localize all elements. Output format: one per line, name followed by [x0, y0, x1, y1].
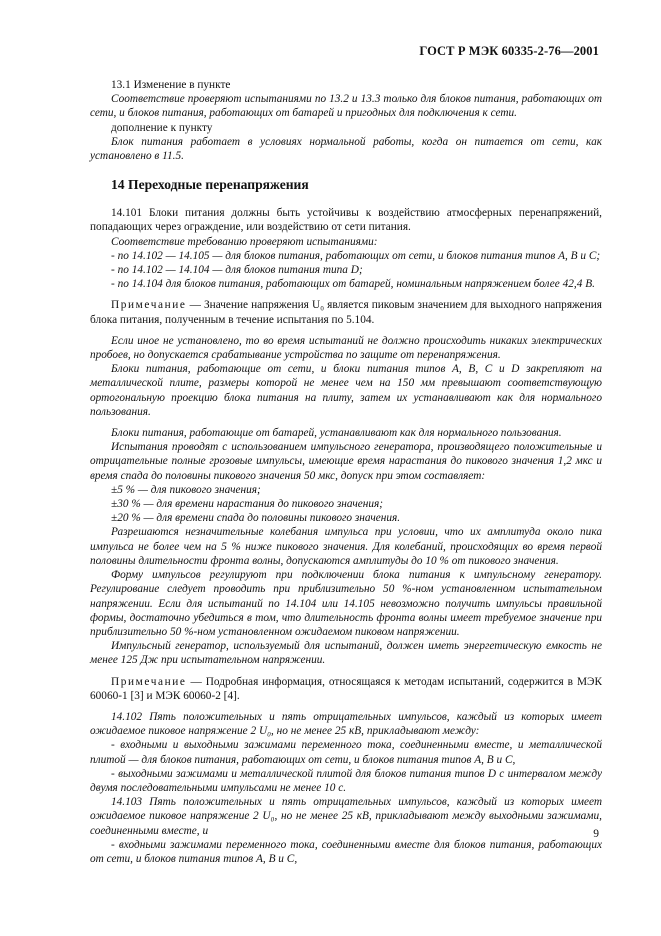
mounting-text: Блоки питания, работающие от сети, и блоки питания типов А, В, С и D закрепляют на металлической плите, размеры которой не менее чем на 150 мм превышают соответствующую ортогональную проекцию блока питания на плиту, затем их устанавливают как для нормального пользования. [90, 363, 602, 418]
test-list-item: - выходными зажимами и металлической плитой для блоков питания типов D с интервалом между двумя последовательными импульсами не менее 10 с. [90, 767, 602, 794]
breakdown-text: Если иное не установлено, то во время испытаний не должно происходить никаких электрических пробоев, но допускается срабатывание устройства по защите от перенапряжения. [90, 334, 602, 362]
generator-energy-text: Импульсный генератор, используемый для испытаний, должен иметь энергетическую емкость не менее 125 Дж при испытательном напряжении. [90, 640, 602, 667]
compliance-intro: Соответствие требованию проверяют испытаниями: [111, 235, 378, 248]
section-heading: 14 Переходные перенапряжения [111, 177, 309, 193]
test-list-item: - по 14.104 для блоков питания, работающих от батарей, номинальным напряжением более 42,4 В. [111, 278, 595, 291]
test-list-item: - входными и выходными зажимами переменного тока, соединенными вместе, и металлической плитой — для блоков питания, работающих от сети, и блоков питания типов А, В и С, [90, 739, 602, 766]
addition-label: дополнение к пункту [111, 121, 213, 134]
note [90, 675, 602, 703]
test-list-item: - по 14.102 — 14.105 — для блоков питания, работающих от сети, и блоков питания типов А, В и С; [111, 249, 601, 262]
power-supply-operation: Блок питания работает в условиях нормальной работы, когда он питается от сети, как установлено в 11.5. [90, 135, 602, 163]
note-text: — Значение напряжения U₀ является пиковым значением для выходного напряжения блока питания, полученным в течение испытания по 5.104. [90, 299, 602, 326]
page-number: 9 [593, 828, 599, 840]
note-text: — Подробная информация, относящаяся к методам испытаний, содержится в МЭК 60060-1 [3] и МЭК 60060-2 [4]. [90, 675, 602, 702]
pulse-shape-text: Форму импульсов регулируют при подключении блока питания к импульсному генератору. Регулирование следует проводить при приблизительно 50 %-ном установленном испытательном напряжении. Если для испытаний по 14.104 или 14.105 невозможно получить импульсы правильной формы, достаточно убедиться в том, что длительность фронта волны имеет требуемое значение при приблизительно 50 %-ном установленном ожидаемом пиковом напряжении. [90, 569, 602, 638]
tolerance-item: ±5 % — для пикового значения; [111, 483, 261, 496]
generator-text: Испытания проводят с использованием импульсного генератора, производящего положительные и отрицательные полные грозовые импульсы, имеющие время нарастания до пикового значения 1,2 мкс и время спада до половины пикового значения 50 мкс, допуск при этом составляет: [90, 441, 602, 482]
compliance-text: Соответствие проверяют испытаниями по 13.2 и 13.3 только для блоков питания, работающих от сети, и блоков питания, работающих от батарей и пригодных для подключения к сети. [90, 93, 602, 120]
clause-13-1: 13.1 Изменение в пункте [111, 79, 231, 91]
test-list-item: - входными зажимами переменного тока, соединенными вместе для блоков питания, работающих от сети, и блоков питания типов А, В и С, [90, 838, 602, 865]
clause-14-102: 14.102 Пять положительных и пять отрицательных импульсов, каждый из которых имеет ожидаемое пиковое напряжение 2 U₀, но не менее 25 кВ, прикладывают между: [90, 710, 602, 738]
note [90, 298, 602, 326]
clause-14-103: 14.103 Пять положительных и пять отрицательных импульсов, каждый из которых имеет ожидаемое пиковое напряжение 2 U₀, но не менее 25 кВ, прикладывают между выходными зажимами, соединенными вместе, и [90, 796, 602, 837]
note-label: Примечание [111, 675, 187, 688]
note-label: Примечание [111, 299, 187, 312]
tolerance-item: ±30 % — для времени нарастания до пикового значения; [111, 498, 384, 511]
test-list-item: - по 14.102 — 14.104 — для блоков питания типа D; [111, 264, 363, 277]
battery-mounting-text: Блоки питания, работающие от батарей, устанавливают как для нормального пользования. [111, 427, 562, 440]
oscillation-text: Разрешаются незначительные колебания импульса при условии, что их амплитуда около пика импульса не более чем на 5 % ниже пикового значения. Для колебаний, происходящих во время первой половины длительности фронта волны, допускаются амплитуды до 10 % от пикового значения. [90, 526, 602, 567]
standard-header: ГОСТ Р МЭК 60335-2-76—2001 [419, 44, 599, 58]
tolerance-item: ±20 % — для времени спада до половины пикового значения. [111, 512, 401, 525]
page-body [90, 78, 602, 866]
clause-14-101: 14.101 Блоки питания должны быть устойчивы к воздействию атмосферных перенапряжений, попадающих через ограждение, или воздействию от сети питания. [90, 207, 602, 234]
